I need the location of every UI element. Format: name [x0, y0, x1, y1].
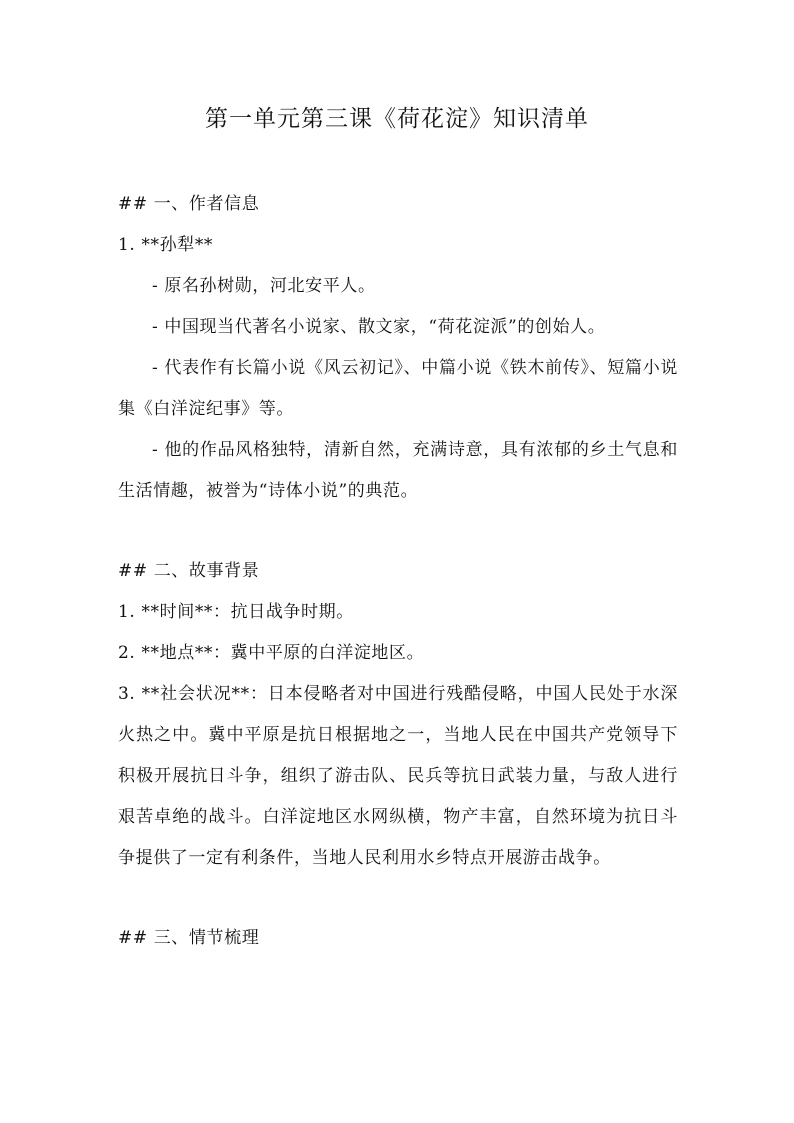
- author-bullet-style: - 他的作品风格独特，清新自然，充满诗意，具有浓郁的乡土气息和生活情趣，被誉为“诗体小说”的典范。: [118, 440, 678, 501]
- author-name-item: 1. **孙犁**: [118, 235, 214, 255]
- document-body: [118, 184, 678, 959]
- section-spacer: [118, 512, 678, 551]
- document-title: 第一单元第三课《荷花淀》知识清单: [205, 106, 589, 132]
- background-place-item: 2. **地点**：冀中平原的白洋淀地区。: [118, 643, 425, 663]
- author-bullet-identity: - 中国现当代著名小说家、散文家，“荷花淀派”的创始人。: [152, 317, 606, 337]
- section-heading-plot: ## 三、情节梳理: [118, 928, 260, 948]
- background-time-item: 1. **时间**：抗日战争时期。: [118, 602, 354, 622]
- section-heading-author: ## 一、作者信息: [118, 194, 260, 214]
- section-heading-background: ## 二、故事背景: [118, 561, 260, 581]
- author-bullet-works: - 代表作有长篇小说《风云初记》、中篇小说《铁木前传》、短篇小说集《白洋淀纪事》等。: [118, 358, 678, 419]
- section-spacer: [118, 879, 678, 918]
- author-bullet-origin: - 原名孙树勋，河北安平人。: [152, 276, 376, 296]
- background-society-item: 3. **社会状况**：日本侵略者对中国进行残酷侵略，中国人民处于水深火热之中。冀中平原是抗日根据地之一，当地人民在中国共产党领导下积极开展抗日斗争，组织了游击队、民兵等抗日武装力量，与敌人进行艰苦卓绝的战斗。白洋淀地区水网纵横，物产丰富，自然环境为抗日斗争提供了一定有利条件，当地人民利用水乡特点开展游击战争。: [118, 684, 678, 868]
